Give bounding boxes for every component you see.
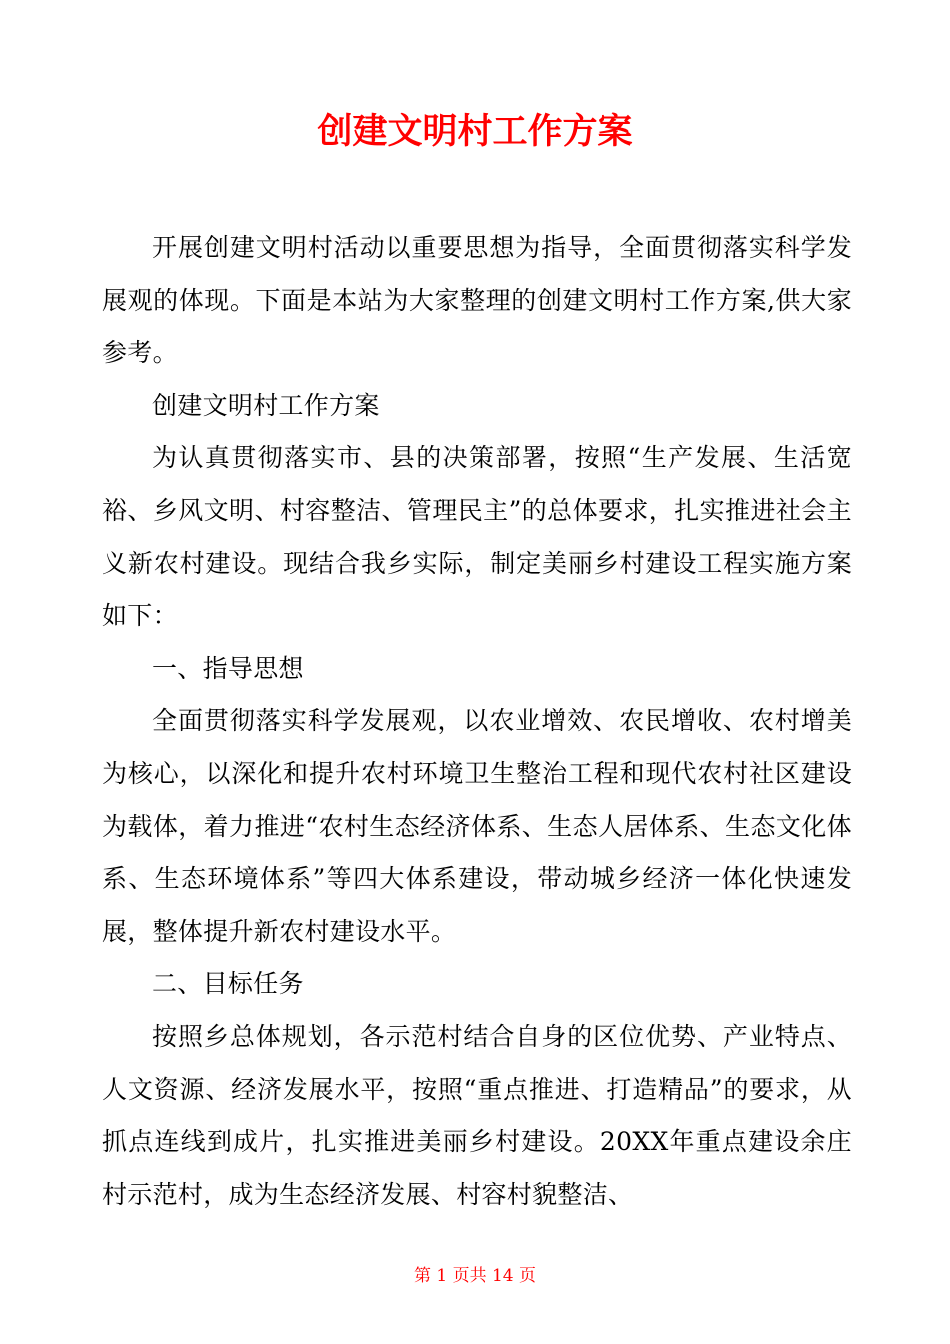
- purpose-paragraph: 为认真贯彻落实市、县的决策部署，按照“生产发展、生活宽裕、乡风文明、村容整洁、管理民主”的总体要求，扎实推进社会主义新农村建设。现结合我乡实际，制定美丽乡村建设工程实施方案如下：: [102, 443, 852, 631]
- page-number-footer: 第 1 页共 14 页: [413, 1266, 537, 1286]
- intro-paragraph: 开展创建文明村活动以重要思想为指导，全面贯彻落实科学发展观的体现。下面是本站为大家整理的创建文明村工作方案,供大家参考。: [102, 233, 852, 368]
- guiding-ideology-paragraph: 全面贯彻落实科学发展观，以农业增效、农民增收、农村增美为核心，以深化和提升农村环境卫生整治工程和现代农村社区建设为载体，着力推进“农村生态经济体系、生态人居体系、生态文化体系、生态环境体系”等四大体系建设，带动城乡经济一体化快速发展，整体提升新农村建设水平。: [102, 706, 852, 946]
- section-heading-goals: 二、目标任务: [152, 969, 304, 999]
- document-body: [102, 222, 852, 1221]
- section-heading-guiding-ideology: 一、指导思想: [152, 653, 304, 683]
- document-title: 创建文明村工作方案: [317, 112, 633, 152]
- goals-paragraph: 按照乡总体规划，各示范村结合自身的区位优势、产业特点、人文资源、经济发展水平，按照“重点推进、打造精品”的要求，从抓点连线到成片，扎实推进美丽乡村建设。20XX年重点建设余庄村示范村，成为生态经济发展、村容村貌整洁、: [102, 1021, 852, 1209]
- section-heading-plan: 创建文明村工作方案: [152, 390, 380, 420]
